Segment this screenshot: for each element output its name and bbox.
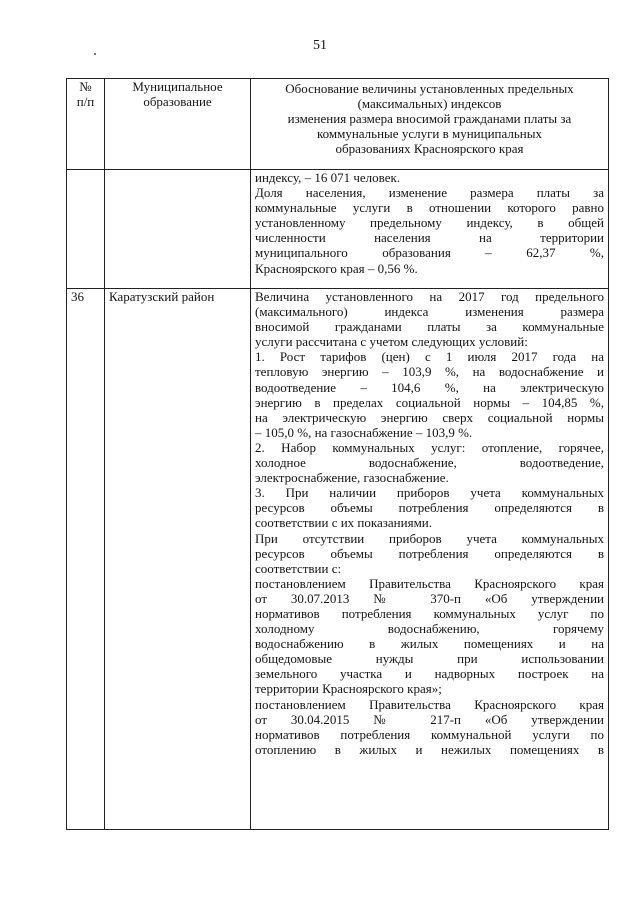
text-line: холодному водоснабжению, горячему: [255, 621, 604, 637]
text-line: нормативов потребления коммунальной услуги по: [255, 726, 604, 742]
text-line: вносимой гражданами платы за коммунальные: [255, 319, 604, 335]
text-line: – 105,0 %, на газоснабжение – 103,9 %.: [255, 424, 473, 440]
text-line: Красноярского края – 0,56 %.: [255, 260, 418, 276]
header-justification-line: коммунальные услуги в муниципальных: [316, 126, 543, 142]
text-line: 1. Рост тарифов (цен) с 1 июля 2017 года на: [255, 349, 604, 365]
row-num-cell: 36: [67, 289, 105, 830]
text-line: земельного участка и надворных построек на: [255, 666, 604, 682]
header-municipality-cell: [105, 79, 251, 170]
text-line: водоснабжению в жилых помещениях и на: [255, 636, 604, 652]
text-line: от 30.04.2015 № 217-п «Об утверждении: [255, 711, 604, 727]
page-number: 51: [313, 38, 327, 53]
header-num-line: п/п: [76, 94, 95, 110]
table-header-row: [67, 79, 609, 170]
table-row: [67, 289, 609, 830]
header-justification-line: Обоснование величины установленных предельных: [285, 81, 574, 96]
text-line: коммунальные услуги в отношении которого равно: [255, 200, 604, 216]
index-justification-table: [66, 78, 609, 830]
text-line: от 30.07.2013 № 370-п «Об утверждении: [255, 590, 604, 606]
text-line: соответствии с:: [255, 560, 342, 576]
text-line: территории Красноярского края»;: [255, 681, 442, 697]
text-line: индексу, – 16 071 человек.: [255, 170, 401, 185]
text-line: на электрическую энергию сверх социальной нормы: [255, 409, 604, 425]
table-row: [67, 170, 609, 289]
row-num-cell: [67, 170, 105, 289]
header-num-line: №: [79, 79, 92, 94]
text-line: постановлением Правительства Красноярского края: [255, 696, 604, 712]
text-line: ресурсов объемы потребления определяются в: [255, 500, 604, 516]
header-justification-cell: [251, 79, 609, 170]
header-municipality-line: Муниципальное: [132, 79, 223, 94]
header-justification-line: (максимальных) индексов: [357, 96, 502, 112]
text-line: водоотведение – 104,6 %, на электрическую: [255, 379, 604, 395]
header-justification-line: образованиях Красноярского края: [335, 141, 524, 157]
text-line: Доля населения, изменение размера платы за: [255, 185, 604, 201]
text-line: соответствии с их показаниями.: [255, 515, 433, 531]
text-line: электроснабжение, газоснабжение.: [255, 470, 449, 486]
scan-speck: [94, 53, 96, 55]
text-line: ресурсов объемы потребления определяются в: [255, 545, 604, 561]
text-line: установленному предельному индексу, в общей: [255, 215, 604, 231]
text-line: холодное водоснабжение, водоотведение,: [255, 455, 604, 471]
row-municipality-cell: [105, 170, 251, 289]
text-line: муниципального образования – 62,37 %,: [255, 245, 604, 261]
text-line: При отсутствии приборов учета коммунальных: [255, 530, 604, 546]
row-text-cell: [251, 289, 609, 830]
text-line: энергию в пределах социальной нормы – 104,85 %,: [255, 394, 604, 410]
text-line: численности населения на территории: [255, 230, 604, 246]
row-municipality-cell: Каратузский район: [105, 289, 251, 830]
text-line: 2. Набор коммунальных услуг: отопление, горячее,: [255, 439, 604, 455]
text-line: нормативов потребления коммунальных услуг по: [255, 605, 604, 621]
text-line: тепловую энергию – 103,9 %, на водоснабжение и: [255, 364, 604, 380]
text-line: отоплению в жилых и нежилых помещениях в: [255, 741, 604, 757]
header-municipality-line: образование: [143, 94, 212, 110]
text-line: (максимального) индекса изменения размера: [255, 304, 604, 320]
header-justification-line: изменения размера вносимой гражданами платы за: [287, 111, 572, 127]
text-line: общедомовые нужды при использовании: [255, 651, 604, 667]
header-num-cell: [67, 79, 105, 170]
text-line: услуги рассчитана с учетом следующих условий:: [255, 334, 528, 350]
text-line: Величина установленного на 2017 год предельного: [255, 289, 604, 304]
text-line: 3. При наличии приборов учета коммунальных: [255, 485, 604, 501]
text-line: постановлением Правительства Красноярского края: [255, 575, 604, 591]
row-text-cell: [251, 170, 609, 289]
